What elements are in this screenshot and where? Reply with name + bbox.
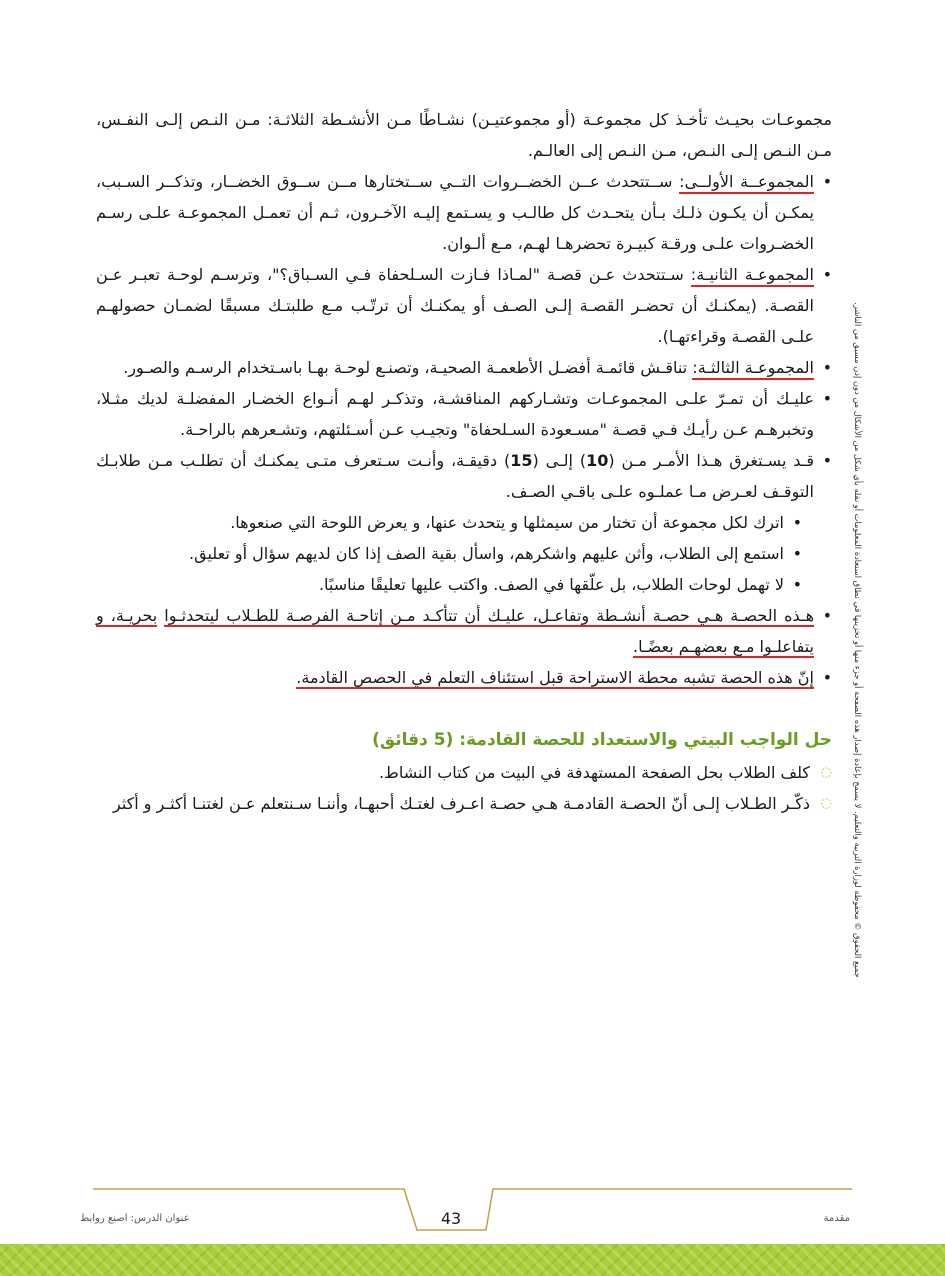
intro-paragraph (96, 104, 832, 166)
group-three-label: المجموعـة الثالثـة: (692, 358, 814, 380)
group-two-label: المجموعـة الثانيـة: (691, 265, 814, 287)
section-gap (96, 693, 832, 723)
intro-line-1: مجموعـات بحيـث تأخـذ كل مجموعـة (أو مجموعتيـن) نشـاطًا مـن الأنشـطة الثلاثـة: مـن النـص إلـى (155, 110, 832, 129)
groups-list (96, 166, 832, 693)
group-one-item (96, 166, 832, 259)
footer-lesson-title: عنوان الدرس: اصنع روابط (80, 1213, 190, 1224)
time-min-number: 10 (586, 451, 609, 470)
homework-heading (96, 723, 832, 757)
copyright-sidebar (838, 290, 878, 990)
homework-item (96, 757, 832, 788)
rest-stop-text: إنّ هذه الحصة تشبه محطة الاستراحة قبل استئناف التعلم في الحصص القادمة. (296, 668, 814, 687)
homework-item-text: كلف الطلاب بحل الصفحة المستهدفة في البيت من كتاب النشاط. (378, 763, 810, 782)
pass-groups-text: عليـك أن تمـرّ علـى المجموعـات وتشـاركهم المناقشـة، وتذكـر لهـم أنـواع الخضـار المفضلـة لديك مثـلا، وتخبرهـم عـن رأيـك فـي قصـة "مسـعودة السـلحفاة" وتجيـب عـن أسـئلتهم، وتشـعرهم بالراحـة. (96, 389, 814, 439)
time-max-number: 15 (510, 451, 533, 470)
intro-line-2: النفـس، مـن النـص إلـى النـص، مـن النـص إلى العالـم. (96, 110, 832, 160)
page-number: 43 (440, 1209, 462, 1228)
homework-item-text: ذكّـر الطـلاب إلـى أنّ الحصـة القادمـة هـي حصـة اعـرف لغتـك أحبهـا، وأننـا سـنتعلم عـن لغتنـا أكثـر و أكثر (113, 794, 810, 813)
group-three-item (96, 352, 832, 383)
sub-item-text: اترك لكل مجموعة أن تختار من سيمثلها و يتحدث عنها، و يعرض اللوحة التي صنعوها. (230, 513, 784, 532)
sub-item-representative (96, 507, 832, 538)
homework-duration: (5 دقائق) (372, 730, 454, 750)
pass-groups-item (96, 383, 832, 445)
group-one-label: المجموعــة الأولــى: (679, 172, 814, 194)
homework-item (96, 788, 832, 819)
group-one-text: ســتتحدث عــن الخضــروات التــي ســتختارها مــن ســوق الخضــار، وتذكــر السـبب، يمكـن أن يكـون ذلـك بـأن يتحـدث كل طالـب و يسـتمع إليـه الآخـرون، ثـم أن تعمـل المجموعـة علـى رسـم الخضـروات علـى ورقـة كبيـرة تحضرهـا لهـم، مـع ألـوان. (96, 172, 814, 253)
page-content (96, 104, 832, 819)
lively-line-1: هـذه الحصـة هـي حصـة أنشـطة وتفاعـل، عليـك أن تتأكـد مـن إتاحـة الفرصـة للطـلاب ليتحدثـوا (164, 606, 815, 625)
group-two-text: سـتتحدث عـن قصـة "لمـاذا فـازت السـلحفاة فـي السـباق؟"، وترسـم لوحـة تعبـر عـن القصـة. (يمكنـك أن تحضـر القصـة إلـى الصـف أو يمكنـك أن ترتّـب مـع طلبتـك مسبقًا لضمـان حصولهـم علـى القصـة وقراءتهـا). (96, 265, 814, 346)
group-two-item (96, 259, 832, 352)
homework-list (96, 757, 832, 819)
time-text-a: قـد يسـتغرق هـذا الأمـر مـن ( (608, 451, 815, 470)
lively-lesson-item (96, 600, 832, 662)
time-text-c: ) دقيقـة، وأنـت سـتعرف متـى يمكنـك أن تطلـب مـن طلابـك التوقـف لعـرض مـا عملـوه علـى باقـي الصـف. (96, 451, 814, 501)
sub-item-text: استمع إلى الطلاب، وأثن عليهم واشكرهم، واسأل بقية الصف إذا كان لديهم سؤال أو تعليق. (189, 544, 784, 563)
rest-stop-item (96, 662, 832, 693)
decorative-bottom-band (0, 1244, 945, 1276)
copyright-text: جميع الحقوق © محفوظة لوزارة التربية والتعليم. لا يسمح بإعادة إصدار هذه الصفحة أو جزء منها أو تخزينها في نطاق استعادة المعلومات أو نقله بأي شكل من الأشكال من دون إذن مسبق من الناشر. (853, 302, 863, 978)
sub-item-hang-boards (96, 569, 832, 600)
lively-line-2: بحريـة، و يتفاعلـوا مـع بعضهـم بعضًـا. (96, 606, 814, 656)
group-three-text: تناقـش قائمـة أفضـل الأطعمـة الصحيـة، وتصنـع لوحـة بهـا باسـتخدام الرسـم والصـور. (123, 358, 693, 377)
time-item (96, 445, 832, 507)
homework-title: حل الواجب البيتي والاستعداد للحصة القادمة: (453, 730, 832, 750)
sub-item-text: لا تهمل لوحات الطلاب، بل علّقها في الصف. واكتب عليها تعليقًا مناسبًا. (318, 575, 784, 594)
footer-section-title: مقدمة (823, 1213, 850, 1224)
sub-item-listen (96, 538, 832, 569)
time-text-b: ) إلـى ( (532, 451, 587, 470)
